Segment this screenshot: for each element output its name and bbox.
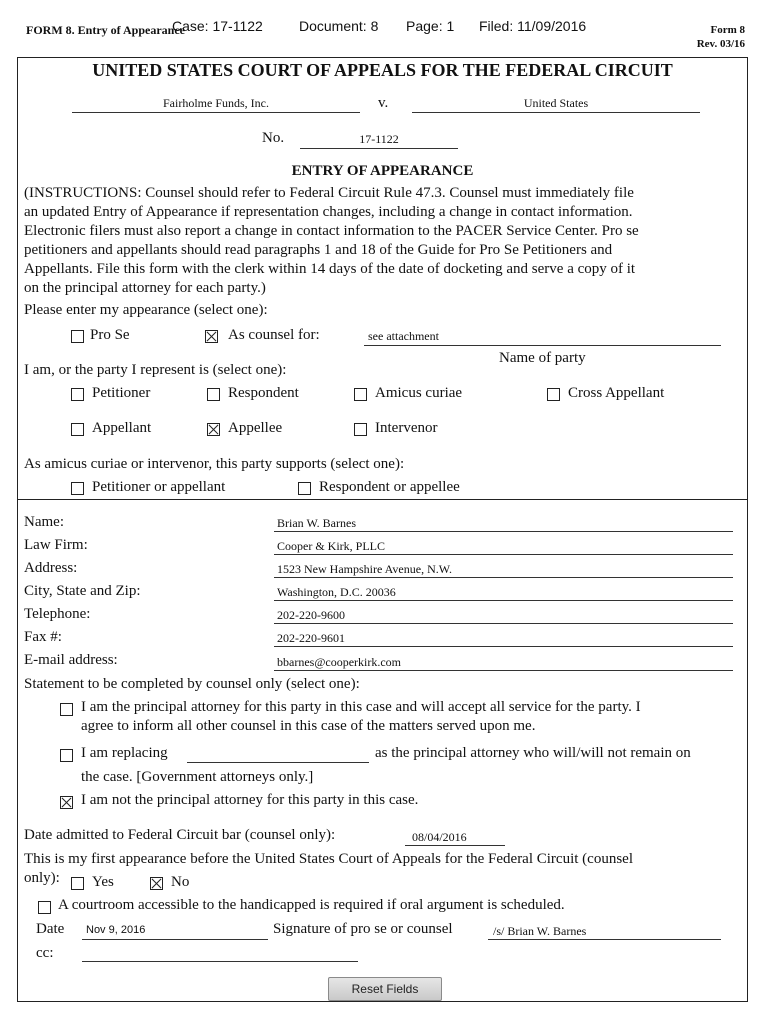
fax-underline xyxy=(274,646,733,647)
address-label: Address: xyxy=(24,560,78,576)
handicap-access-checkbox[interactable] xyxy=(38,901,51,914)
counsel-for-underline xyxy=(364,345,721,346)
instructions-line: on the principal attorney for each party.) xyxy=(24,280,266,296)
city-state-zip-label: City, State and Zip: xyxy=(24,583,141,599)
replacing-label: I am replacing xyxy=(81,745,168,761)
supports-prompt: As amicus curiae or intervenor, this party supports (select one): xyxy=(24,456,405,472)
name-underline xyxy=(274,531,733,532)
replacing-name-field[interactable] xyxy=(187,762,369,763)
form-title: ENTRY OF APPEARANCE xyxy=(291,163,474,179)
form-label: FORM 8. Entry of Appearance xyxy=(26,23,185,37)
address-underline xyxy=(274,577,733,578)
date-label: Date xyxy=(36,921,65,937)
address-field[interactable]: 1523 New Hampshire Avenue, N.W. xyxy=(277,562,452,576)
case-number-stamp: Case: 17-1122 xyxy=(172,18,263,34)
fax-label: Fax #: xyxy=(24,629,62,645)
appellee-checkbox[interactable] xyxy=(207,423,220,436)
bar-date-field[interactable]: 08/04/2016 xyxy=(412,830,467,844)
intervenor-label: Intervenor xyxy=(375,420,438,436)
bar-date-label: Date admitted to Federal Circuit bar (counsel only): xyxy=(24,827,336,843)
document-number-stamp: Document: 8 xyxy=(299,18,379,34)
section-divider xyxy=(17,499,748,500)
first-appearance-no-checkbox[interactable] xyxy=(150,877,163,890)
form-number: Form 8 xyxy=(710,24,745,36)
cross-appellant-label: Cross Appellant xyxy=(568,385,665,401)
not-principal-checkbox[interactable] xyxy=(60,796,73,809)
petitioner-label: Petitioner xyxy=(92,385,151,401)
name-label: Name: xyxy=(24,514,64,530)
replacing-text: the case. [Government attorneys only.] xyxy=(81,769,314,785)
appellant-checkbox[interactable] xyxy=(71,423,84,436)
name-field[interactable]: Brian W. Barnes xyxy=(277,516,356,530)
instructions-line: Appellants. File this form with the clerk within 14 days of the date of docketing and serve a copy of it xyxy=(24,261,636,277)
statement-prompt: Statement to be completed by counsel only (select one): xyxy=(24,676,360,692)
petitioner-checkbox[interactable] xyxy=(71,388,84,401)
telephone-field[interactable]: 202-220-9600 xyxy=(277,608,345,622)
pro-se-checkbox[interactable] xyxy=(71,330,84,343)
date-underline xyxy=(82,939,268,940)
name-of-party-caption: Name of party xyxy=(499,350,586,366)
pro-se-label: Pro Se xyxy=(90,327,130,343)
email-label: E-mail address: xyxy=(24,652,118,668)
as-counsel-checkbox[interactable] xyxy=(205,330,218,343)
instructions-line: Electronic filers must also report a change in contact information to the PACER Service Center. Pro se xyxy=(24,223,639,239)
respondent-checkbox[interactable] xyxy=(207,388,220,401)
bar-date-underline xyxy=(405,845,505,846)
reset-fields-button[interactable]: Reset Fields xyxy=(328,977,442,1001)
cc-label: cc: xyxy=(36,945,54,961)
city-state-zip-field[interactable]: Washington, D.C. 20036 xyxy=(277,585,396,599)
telephone-underline xyxy=(274,623,733,624)
fax-field[interactable]: 202-220-9601 xyxy=(277,631,345,645)
supports-petitioner-checkbox[interactable] xyxy=(71,482,84,495)
first-appearance-yes-label: Yes xyxy=(92,874,114,890)
telephone-label: Telephone: xyxy=(24,606,91,622)
respondent-label: Respondent xyxy=(228,385,299,401)
party-a-underline xyxy=(72,112,360,113)
date-field[interactable]: Nov 9, 2016 xyxy=(86,924,146,936)
instructions-line: an updated Entry of Appearance if representation changes, including a change in contact information. xyxy=(24,204,633,220)
law-firm-label: Law Firm: xyxy=(24,537,88,553)
instructions-line: (INSTRUCTIONS: Counsel should refer to Federal Circuit Rule 47.3. Counsel must immediately file xyxy=(24,185,634,201)
signature-label: Signature of pro se or counsel xyxy=(273,921,453,937)
amicus-curiae-label: Amicus curiae xyxy=(375,385,463,401)
supports-respondent-label: Respondent or appellee xyxy=(319,479,460,495)
docket-no-label: No. xyxy=(262,130,285,146)
form-revision: Rev. 03/16 xyxy=(696,38,745,50)
handicap-access-text: A courtroom accessible to the handicapped is required if oral argument is scheduled. xyxy=(58,897,565,913)
law-firm-field[interactable]: Cooper & Kirk, PLLC xyxy=(277,539,385,553)
not-principal-text: I am not the principal attorney for this party in this case. xyxy=(81,792,419,808)
appellee-label: Appellee xyxy=(228,420,283,436)
docket-no-underline xyxy=(300,148,458,149)
cross-appellant-checkbox[interactable] xyxy=(547,388,560,401)
party-b-field[interactable]: United States xyxy=(523,96,589,110)
versus-label: v. xyxy=(378,95,389,111)
party-a-field[interactable]: Fairholme Funds, Inc. xyxy=(163,96,269,110)
signature-underline xyxy=(488,939,721,940)
principal-attorney-checkbox[interactable] xyxy=(60,703,73,716)
city-state-zip-underline xyxy=(274,600,733,601)
first-appearance-text: This is my first appearance before the United States Court of Appeals for the Federal Circuit (counsel xyxy=(24,851,633,867)
replacing-checkbox[interactable] xyxy=(60,749,73,762)
amicus-curiae-checkbox[interactable] xyxy=(354,388,367,401)
email-field[interactable]: bbarnes@cooperkirk.com xyxy=(277,655,402,669)
counsel-for-field[interactable]: see attachment xyxy=(368,329,439,343)
supports-respondent-checkbox[interactable] xyxy=(298,482,311,495)
page-number-stamp: Page: 1 xyxy=(406,18,455,34)
first-appearance-yes-checkbox[interactable] xyxy=(71,877,84,890)
email-underline xyxy=(274,670,733,671)
docket-no-field[interactable]: 17-1122 xyxy=(359,132,399,146)
principal-attorney-text: agree to inform all other counsel in this case of the matters served upon me. xyxy=(81,718,536,734)
principal-attorney-text: I am the principal attorney for this party in this case and will accept all service for the party. I xyxy=(81,699,641,715)
as-counsel-label: As counsel for: xyxy=(228,327,320,343)
law-firm-underline xyxy=(274,554,733,555)
appellant-label: Appellant xyxy=(92,420,152,436)
filed-date-stamp: Filed: 11/09/2016 xyxy=(479,18,587,34)
first-appearance-text: only): xyxy=(24,870,60,886)
signature-field[interactable]: /s/ Brian W. Barnes xyxy=(493,924,587,938)
cc-field[interactable] xyxy=(82,961,358,962)
appearance-prompt: Please enter my appearance (select one): xyxy=(24,302,268,318)
first-appearance-no-label: No xyxy=(171,874,190,890)
party-b-underline xyxy=(412,112,700,113)
party-role-prompt: I am, or the party I represent is (select one): xyxy=(24,362,287,378)
intervenor-checkbox[interactable] xyxy=(354,423,367,436)
supports-petitioner-label: Petitioner or appellant xyxy=(92,479,226,495)
instructions-line: petitioners and appellants should read paragraphs 1 and 18 of the Guide for Pro Se Petitioners and xyxy=(24,242,613,258)
court-title: UNITED STATES COURT OF APPEALS FOR THE FEDERAL CIRCUIT xyxy=(92,60,673,80)
replacing-text: as the principal attorney who will/will not remain on xyxy=(375,745,691,761)
